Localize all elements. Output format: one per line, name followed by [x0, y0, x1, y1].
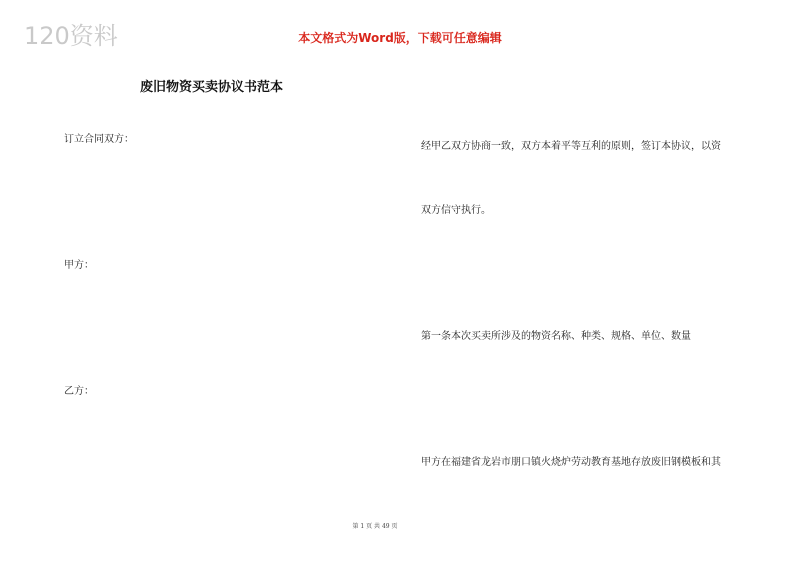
document-title: 废旧物资买卖协议书范本	[140, 80, 284, 95]
page-number-footer: 第 1 页 共 49 页	[352, 523, 398, 530]
article-1-heading: 第一条本次买卖所涉及的物资名称、种类、规格、单位、数量	[421, 331, 691, 342]
format-banner: 本文格式为Word版，下载可任意编辑	[298, 31, 502, 45]
paragraph-1-line-1: 经甲乙双方协商一致，双方本着平等互利的原则，签订本协议，以资	[421, 141, 721, 152]
watermark-logo: 120资料	[24, 22, 118, 50]
parties-heading: 订立合同双方：	[64, 134, 134, 145]
party-b-label: 乙方：	[64, 386, 94, 397]
party-a-label: 甲方：	[64, 260, 94, 271]
paragraph-1-line-2: 双方信守执行。	[421, 205, 491, 216]
paragraph-2-line-1: 甲方在福建省龙岩市朋口镇火烧炉劳动教育基地存放废旧钢模板和其	[421, 457, 721, 468]
